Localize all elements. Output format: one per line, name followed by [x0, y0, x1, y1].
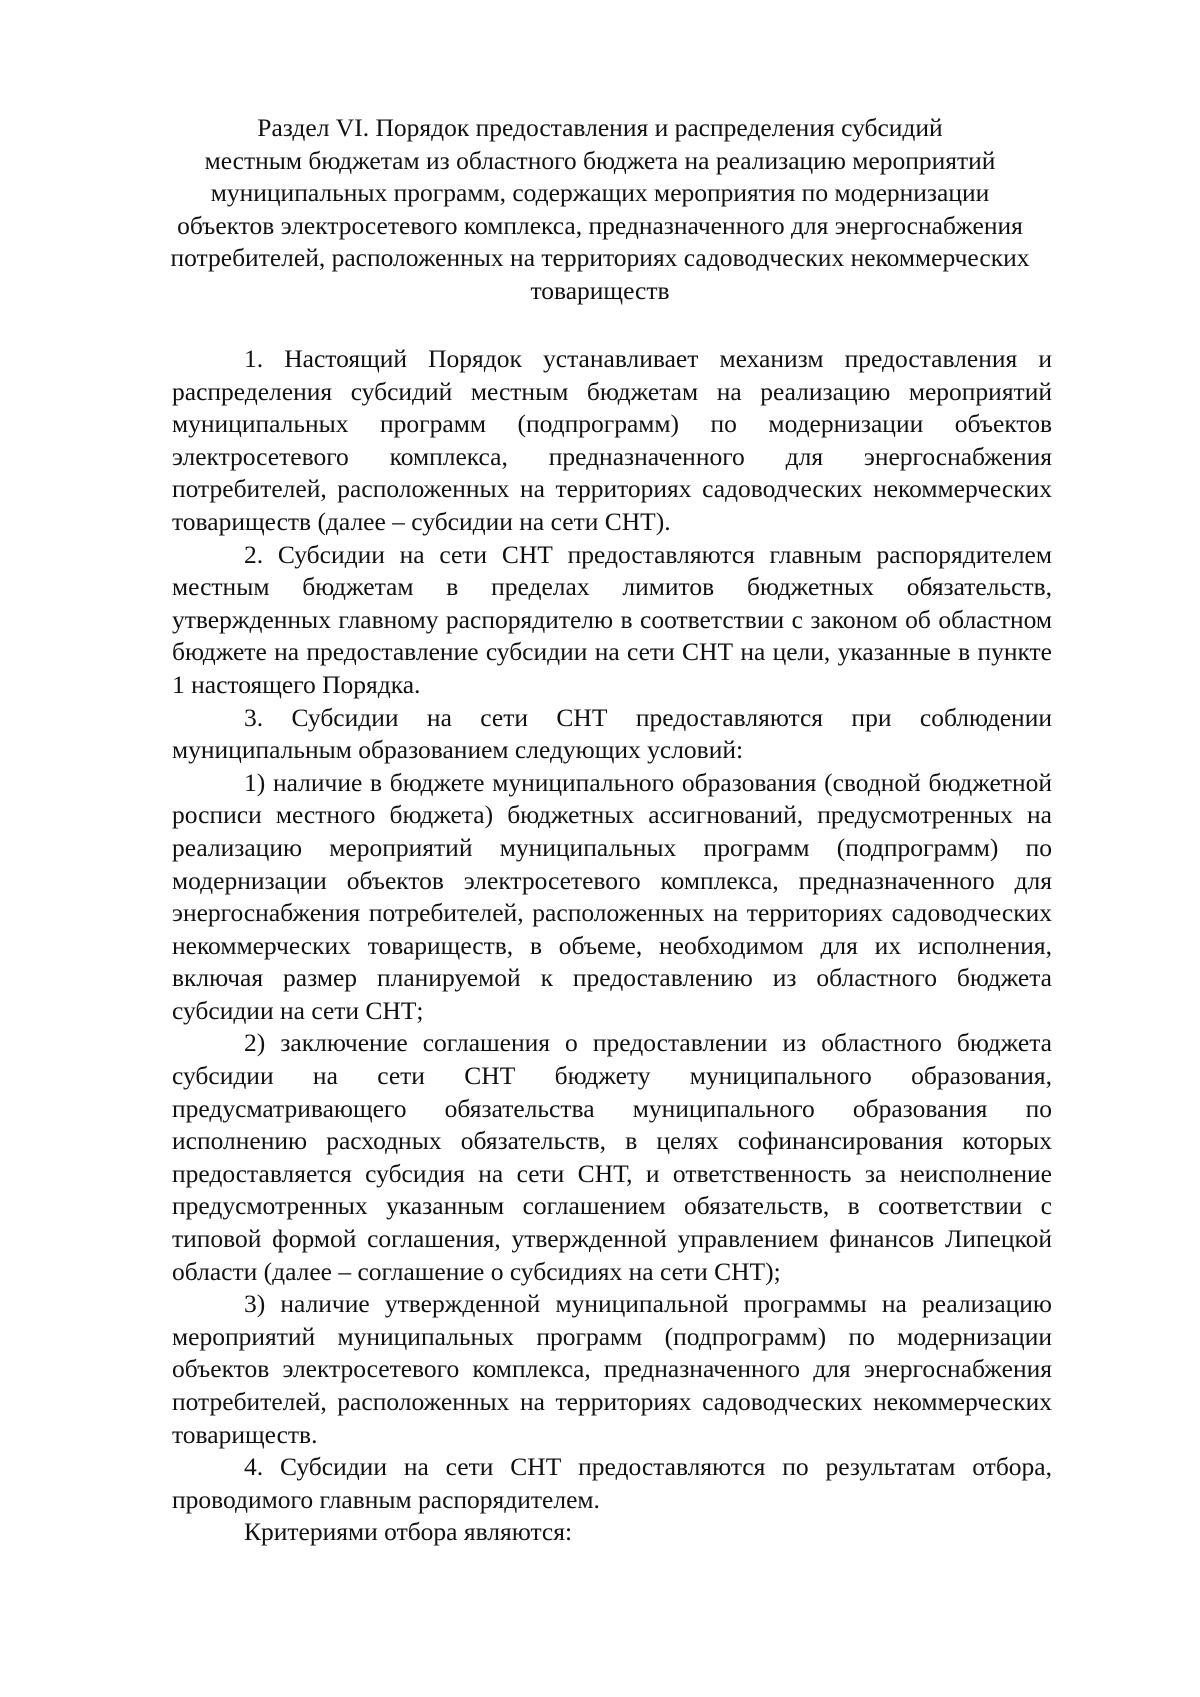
title-line: муниципальных программ, содержащих мероприятия по модернизации — [210, 178, 990, 208]
title-line: объектов электросетевого комплекса, предназначенного для энергоснабжения — [177, 210, 1023, 240]
paragraph-3-condition-3: 3) наличие утвержденной муниципальной программы на реализацию мероприятий муниципальных программ (подпрограмм) по модернизации объектов электросетевого комплекса, предназначенного для энергоснабжения потребителей, расположенных на территориях садоводческих некоммерческих товариществ. — [172, 1289, 1052, 1449]
title-line: местным бюджетам из областного бюджета на реализацию мероприятий — [204, 145, 996, 175]
paragraph-2: 2. Субсидии на сети СНТ предоставляются главным распорядителем местным бюджетам в пределах лимитов бюджетных обязательств, утвержденных главному распорядителю в соответствии с законом об областном бюджете на предоставление субсидии на сети СНТ на цели, указанные в пункте 1 настоящего Порядка. — [172, 539, 1052, 699]
paragraph-3: 3. Субсидии на сети СНТ предоставляются при соблюдении муниципальным образованием следующих условий: — [172, 702, 1052, 765]
document-body — [172, 343, 1052, 1549]
paragraph-selection-criteria: Критериями отбора являются: — [244, 1517, 573, 1547]
paragraph-3-condition-2: 2) заключение соглашения о предоставлении из областного бюджета субсидии на сети СНТ бюджету муниципального образования, предусматривающего обязательства муниципального образования по исполнению расходных обязательств, в целях софинансирования которых предоставляется субсидия на сети СНТ, и ответственность за неисполнение предусмотренных указанным соглашением обязательств, в соответствии с типовой формой соглашения, утвержденной управлением финансов Липецкой области (далее – соглашение о субсидиях на сети СНТ); — [172, 1028, 1052, 1286]
paragraph-4: 4. Субсидии на сети СНТ предоставляются по результатам отбора, проводимого главным распорядителем. — [172, 1452, 1052, 1514]
paragraph-1: 1. Настоящий Порядок устанавливает механизм предоставления и распределения субсидий местным бюджетам на реализацию мероприятий муниципальных программ (подпрограмм) по модернизации объектов электросетевого комплекса, предназначенного для энергоснабжения потребителей, расположенных на территориях садоводческих некоммерческих товариществ (далее – субсидии на сети СНТ). — [172, 344, 1052, 536]
title-line: Раздел VI. Порядок предоставления и распределения субсидий — [257, 113, 943, 142]
title-line: товариществ — [530, 275, 670, 305]
paragraph-3-condition-1: 1) наличие в бюджете муниципального образования (сводной бюджетной росписи местного бюджета) бюджетных ассигнований, предусмотренных на реализацию мероприятий муниципальных программ (подпрограмм) по модернизации объектов электросетевого комплекса, предназначенного для энергоснабжения потребителей, расположенных на территориях садоводческих некоммерческих товариществ, в объеме, необходимом для их исполнения, включая размер планируемой к предоставлению из областного бюджета субсидии на сети СНТ; — [172, 767, 1052, 1025]
title-line: потребителей, расположенных на территориях садоводческих некоммерческих — [170, 243, 1030, 273]
section-title — [160, 112, 1040, 308]
